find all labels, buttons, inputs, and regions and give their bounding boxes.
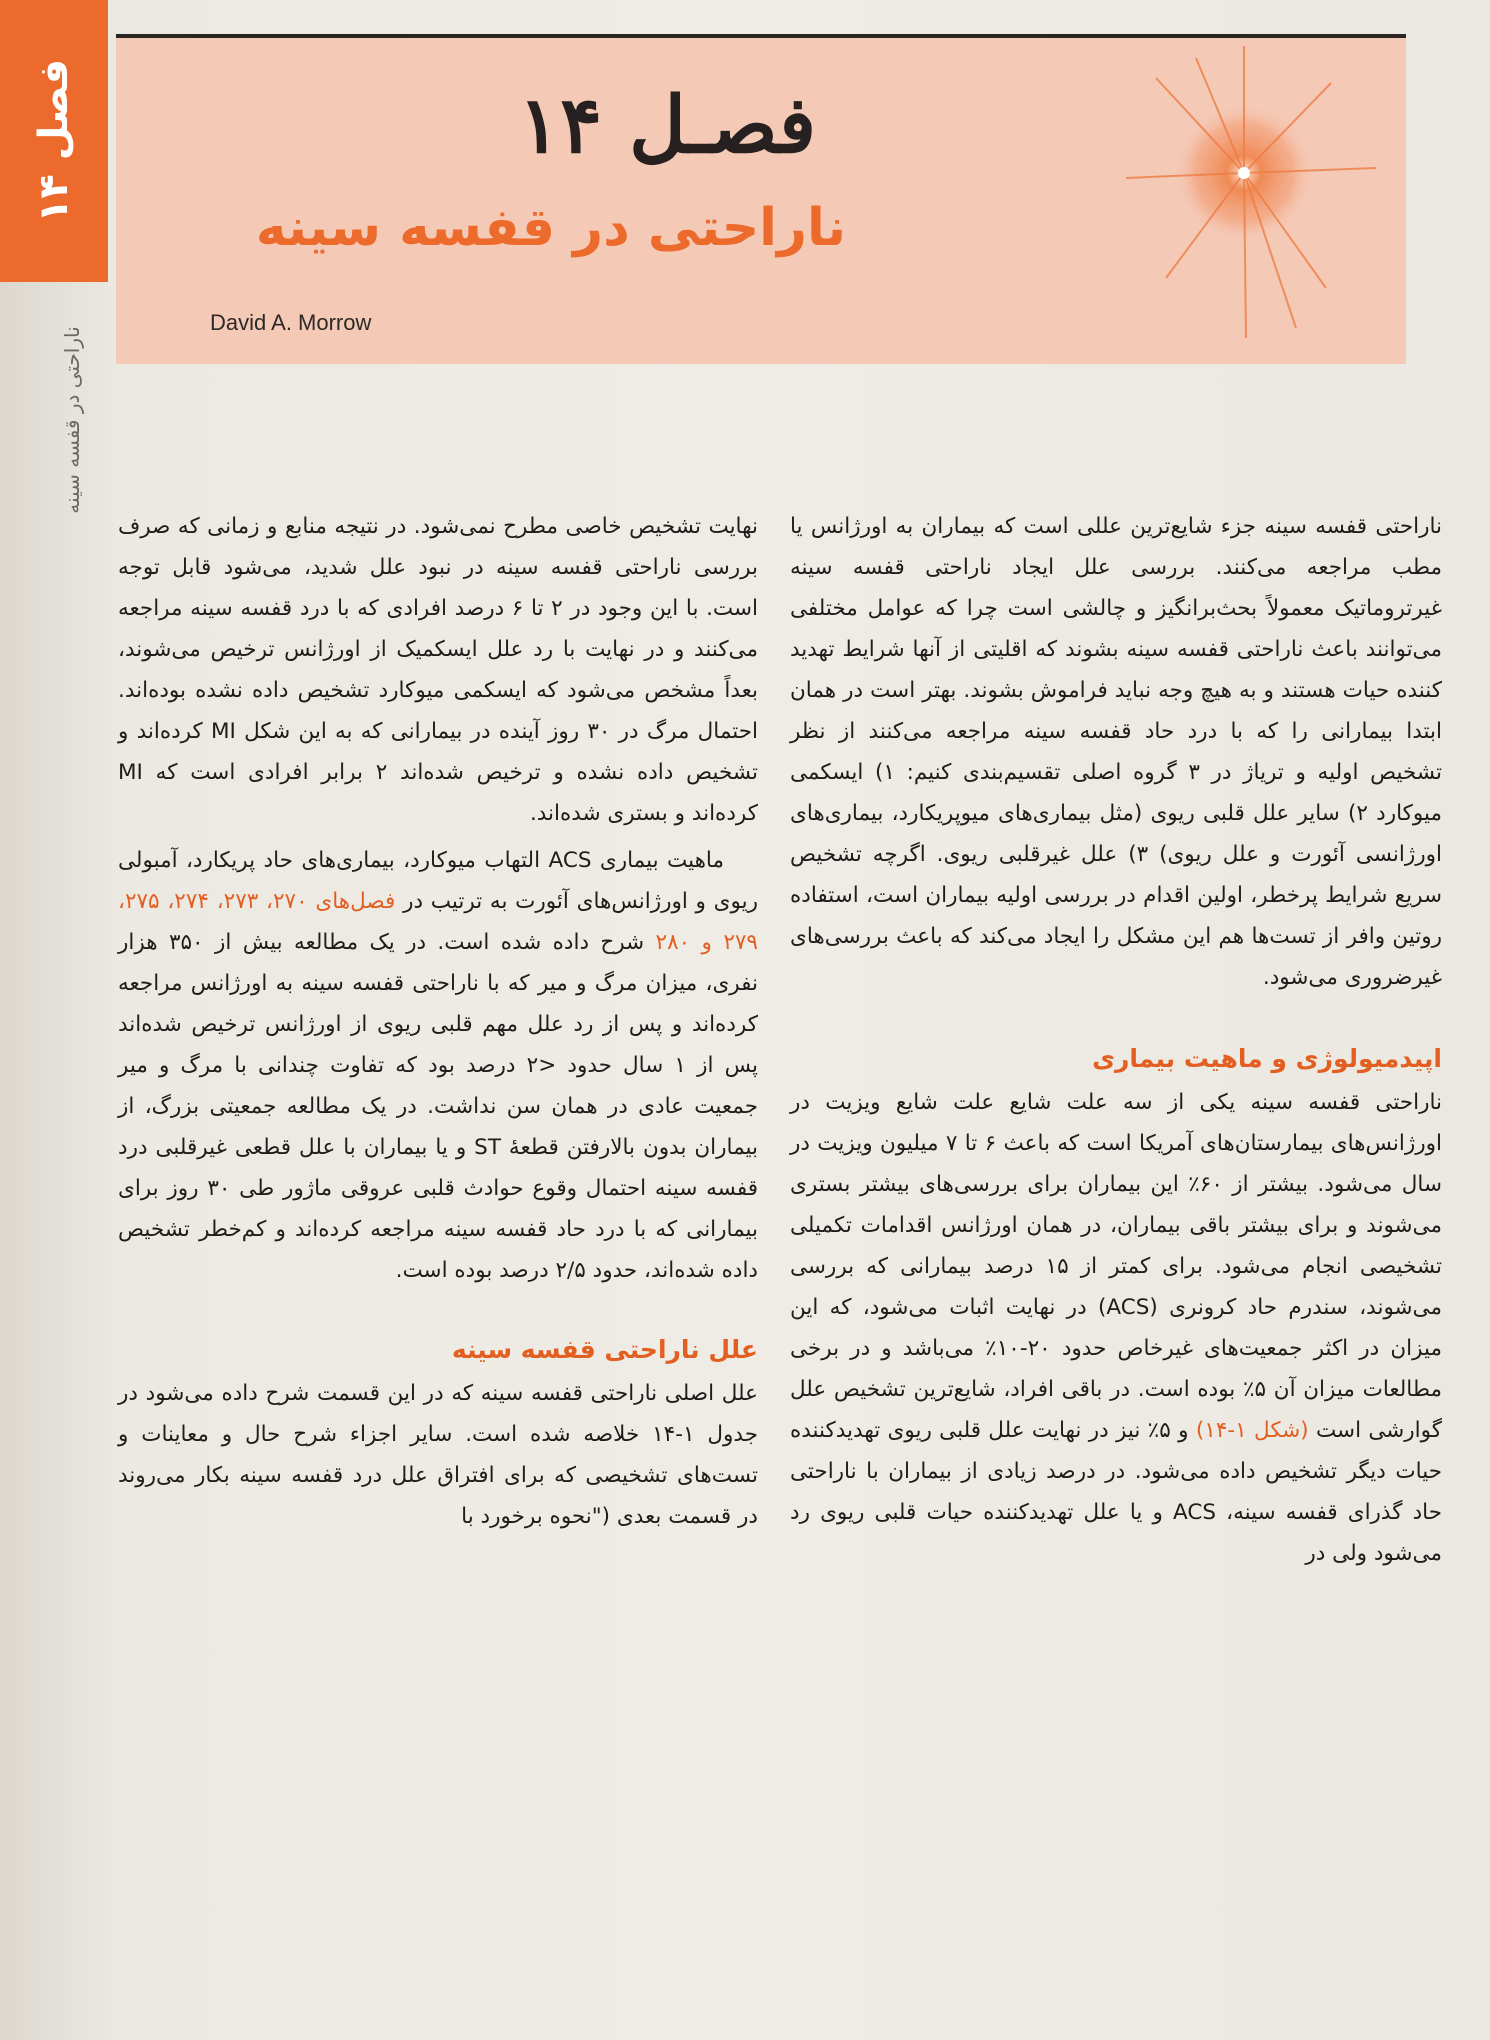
left-column xyxy=(118,506,758,1543)
chapter-side-tab xyxy=(0,0,108,282)
paragraph-2-text-b: شرح داده شده است. در یک مطالعه بیش از ۳۵۰ هزار نفری، میزان مرگ و میر که با ناراحتی قفسه سینه به اورژانس مراجعه کرده‌اند و پس از رد علل مهم قلبی ریوی از اورژانس ترخیص شده‌اند پس از ۱ سال حدود <۲ درصد بود که تفاوت چندانی با مرگ و میر جمعیت عادی در همان سن نداشت. در یک مطالعه جمعیتی بزرگ، از بیماران بدون بالارفتن قطعهٔ ST و یا بیماران با علل قطعی غیرقلبی درد قفسه سینه احتمال وقوع حوادث قلبی عروقی ماژور طی ۳۰ روز برای بیمارانی که با درد حاد قفسه سینه مراجعه کرده‌اند و کم‌خطر تشخیص داده شده‌اند، حدود ۲/۵ درصد بوده است. xyxy=(118,930,759,1283)
paragraph-2-text-a: ماهیت بیماری ACS التهاب میوکارد، بیماری‌های حاد پریکارد، آمبولی ریوی و اورژانس‌های آئورت به ترتیب در xyxy=(118,848,758,914)
running-title: ناراحتی در قفسه سینه xyxy=(60,326,84,514)
paragraph-2 xyxy=(118,840,758,1291)
chapters-reference: فصل‌های ۲۷۰، ۲۷۳، ۲۷۴، ۲۷۵، ۲۷۹ و ۲۸۰ xyxy=(118,889,758,955)
right-column xyxy=(790,506,1442,1580)
author-name: David A. Morrow xyxy=(210,310,372,335)
paragraph-3: علل اصلی ناراحتی قفسه سینه که در این قسمت شرح داده می‌شود در جدول ۱-۱۴ خلاصه شده است. سایر اجزاء شرح حال و معاینات و تست‌های تشخیصی که برای افتراق علل درد قفسه سینه بکار می‌روند در قسمت بعدی ("نحوه برخورد با xyxy=(118,1381,758,1529)
epidemiology-text-2: و ۵٪ نیز در نهایت علل قلبی ریوی تهدیدکننده حیات دیگر تشخیص داده می‌شود. در درصد زیادی از بیماران با ناراحتی حاد گذرای قفسه سینه، ACS و یا علل تهدیدکننده حیات قلبی ریوی رد می‌شود ولی در xyxy=(790,1418,1442,1566)
figure-reference: (شکل ۱-۱۴) xyxy=(1195,1418,1309,1443)
chapter-number: فصـل ۱۴ xyxy=(518,80,816,171)
causes-heading: علل ناراحتی قفسه سینه xyxy=(451,1335,758,1364)
intro-paragraph: ناراحتی قفسه سینه جزء شایع‌ترین عللی است که بیماران به اورژانس یا مطب مراجعه می‌کنند. بررسی علل ایجاد ناراحتی قفسه سینه غیرتروماتیک معمولاً بحث‌برانگیز و چالشی است چرا که عوامل مختلفی می‌توانند باعث ناراحتی قفسه سینه بشوند که اقلیتی از آنها شرایط تهدید کننده حیات هستند و به هیچ وجه نباید فراموش بشوند. بهتر است در همان ابتدا بیمارانی را که با درد حاد قفسه سینه مراجعه می‌کنند از نظر تشخیص اولیه و تریاژ در ۳ گروه اصلی تقسیم‌بندی کنیم: ۱) ایسکمی میوکارد ۲) سایر علل قلبی ریوی (مثل بیماری‌های میوپریکارد، بیماری‌های اورژانسی آئورت و علل ریوی) ۳) علل غیرقلبی ریوی. اگرچه تشخیص سریع شرایط پرخطر، اولین اقدام در بررسی اولیه بیماران است، استفاده روتین وافر از تست‌ها هم این مشکل را ایجاد می‌کند که باعث بررسی‌های غیرضروری می‌شود. xyxy=(790,514,1442,990)
epidemiology-heading: اپیدمیولوژی و ماهیت بیماری xyxy=(1092,1044,1442,1073)
side-tab-label: فصل ۱۴ xyxy=(31,58,77,224)
epidemiology-paragraph xyxy=(790,1082,1442,1574)
chapter-title: ناراحتی در قفسه سینه xyxy=(255,198,846,258)
epidemiology-text-1: ناراحتی قفسه سینه یکی از سه علت شایع علت شایع ویزیت در اورژانس‌های بیمارستان‌های آمریکا است که باعث ۶ تا ۷ میلیون ویزیت در سال می‌شود. بیشتر از ۶۰٪ این بیماران برای بررسی‌های بیشتر بستری می‌شوند و برای بیشتر باقی بیماران، در همان اورژانس اقدامات تکمیلی تشخیصی انجام می‌شود. برای کمتر از ۱۵ درصد بیمارانی که بررسی می‌شوند، سندرم حاد کرونری (ACS) در نهایت اثبات می‌شود، که این میزان در اکثر جمعیت‌های غیرخاص حدود ۲۰-۱۰٪ می‌باشد و در برخی مطالعات میزان آن ۵٪ بوده است. در باقی افراد، شایع‌ترین تشخیص علل گوارشی است xyxy=(790,1090,1443,1443)
paragraph-1: نهایت تشخیص خاصی مطرح نمی‌شود. در نتیجه منابع و زمانی که صرف بررسی ناراحتی قفسه سینه در نبود علل شدید، می‌شود قابل توجه است. با این وجود در ۲ تا ۶ درصد افرادی که با درد قفسه سینه مراجعه می‌کنند و در نهایت با رد علل ایسکمیک از اورژانس ترخیص می‌شوند، بعداً مشخص می‌شود که ایسکمی میوکارد تشخیص داده نشده بوده‌اند. احتمال مرگ در ۳۰ روز آینده در بیمارانی که به این شکل MI کرده‌اند و تشخیص داده نشده و ترخیص شده‌اند ۲ برابر افرادی است که MI کرده‌اند و بستری شده‌اند. xyxy=(118,514,759,826)
starburst-decoration xyxy=(1116,38,1406,364)
chapter-header xyxy=(116,34,1406,364)
